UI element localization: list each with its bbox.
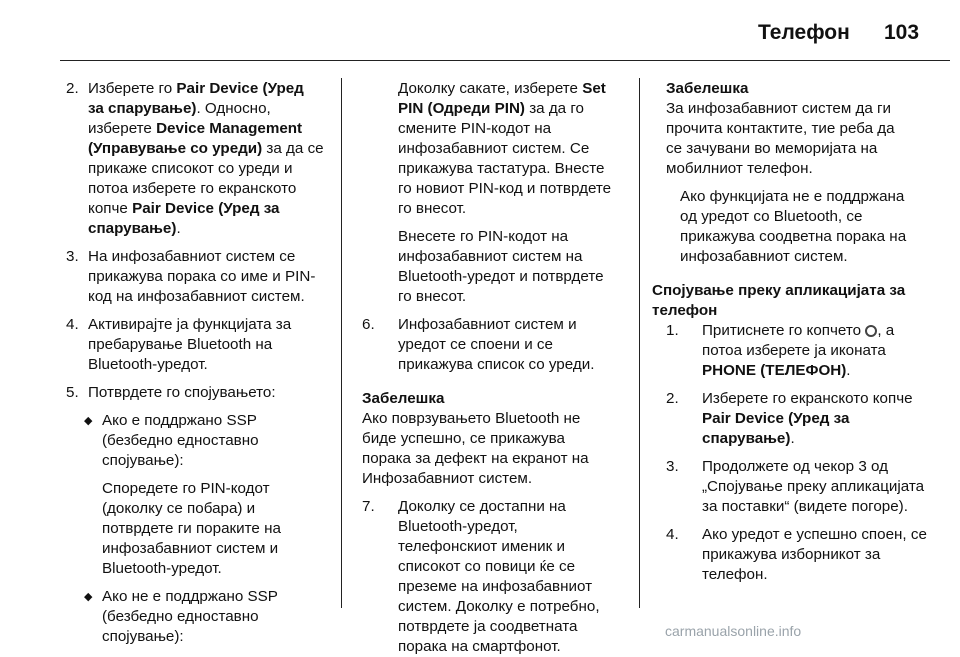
step-number: 4. — [666, 526, 679, 543]
enter-pin-paragraph: Внесете го PIN-кодот на инфозабавниот систем на Bluetooth-уредот и потврдете го внесот. — [398, 228, 604, 305]
step-1: 1. Притиснете го копчето , а потоа изберете ја иконата PHONE (ТЕЛЕФОН). — [666, 322, 895, 379]
unsupported-message-paragraph: Ако функцијата не е поддржана од уредот со Bluetooth, се прикажува соодветна порака на инфозабавниот систем. — [680, 188, 907, 265]
column-3 — [652, 79, 952, 585]
section-heading: Спојување преку апликацијата за телефон — [652, 282, 906, 319]
step-3: 3. На инфозабавниот систем се прикажува порака со име и PIN- код на инфозабавниот систем. — [66, 248, 316, 305]
step-5: 5. Потврдете го спојувањето: — [66, 384, 276, 401]
step-number: 6. — [362, 316, 375, 333]
set-pin-paragraph: Доколку сакате, изберете Set PIN (Одреди PIN) за да го смените PIN-кодот на инфозабавниот систем. Се прикажува тастатура. Внесте го новиот PIN-код и потврдете го внесот. — [398, 80, 612, 217]
bullet-ssp-supported: ◆ Ако е поддржано SSP (безбедно едноставно спојување): — [84, 412, 259, 469]
bullet-icon: ◆ — [84, 591, 93, 603]
step-4: 4. Ако уредот е успешно споен, се прикажува изборникот за телефон. — [666, 526, 927, 583]
step-number: 2. — [66, 80, 79, 97]
step-number: 2. — [666, 390, 679, 407]
bullet-ssp-not-supported: ◆ Ако не е поддржано SSP (безбедно едноставно спојување): — [84, 588, 278, 645]
step-2: 2. Изберете го Pair Device (Уред за спарување). Односно, изберете Device Management (Управување со уреди) за да се прикаже списокот со уреди и потоа изберете го екранското копче Pair Device (Уред за спарување). — [66, 80, 324, 237]
page-header-title: Телефон — [758, 21, 850, 44]
note-title: Забелешка — [666, 80, 749, 97]
bullet-ssp-instructions: Споредете го PIN-кодот (доколку се побара) и потврдете ги пораките на инфозабавниот систем и Bluetooth-уредот. — [102, 480, 281, 577]
note-title: Забелешка — [362, 390, 445, 407]
step-number: 1. — [666, 322, 679, 339]
column-2 — [348, 79, 630, 657]
step-number: 7. — [362, 498, 375, 515]
watermark: carmanualsonline.info — [665, 623, 802, 639]
step-7: 7. Доколку се достапни на Bluetooth-уредот, телефонскиот именик и списокот со повици ќе се преземе на инфозабавниот систем. Доколку е потребно, потврдете ја соодветната порака на смартфонот. — [362, 498, 600, 655]
column-divider-left — [341, 78, 342, 608]
step-number: 4. — [66, 316, 79, 333]
column-1 — [66, 79, 338, 647]
step-number: 5. — [66, 384, 79, 401]
note-bluetooth: Забелешка Ако поврзувањето Bluetooth не биде успешно, се прикажува порака за дефект на екранот на Инфозабавниот систем. — [348, 389, 630, 489]
step-number: 3. — [66, 248, 79, 265]
column-divider-right — [639, 78, 640, 608]
page-number: 103 — [884, 21, 920, 44]
step-3: 3. Продолжете од чекор 3 од „Спојување преку апликацијата за поставки“ (видете погоре). — [666, 458, 925, 515]
note-contacts: Забелешка За инфозабавниот систем да ги прочита контактите, тие реба да се зачувани во меморијата на мобилниот телефон. — [652, 79, 952, 179]
step-4: 4. Активирајте ја функцијата за пребарување Bluetooth на Bluetooth-уредот. — [66, 316, 292, 373]
header-rule — [60, 60, 950, 61]
step-6: 6. Инфозабавниот систем и уредот се споени и се прикажува список со уреди. — [362, 316, 595, 373]
step-number: 3. — [666, 458, 679, 475]
bullet-icon: ◆ — [84, 415, 93, 427]
gear-icon — [865, 325, 877, 337]
step-2: 2. Изберете го екранското копче Pair Device (Уред за спарување). — [666, 390, 913, 447]
